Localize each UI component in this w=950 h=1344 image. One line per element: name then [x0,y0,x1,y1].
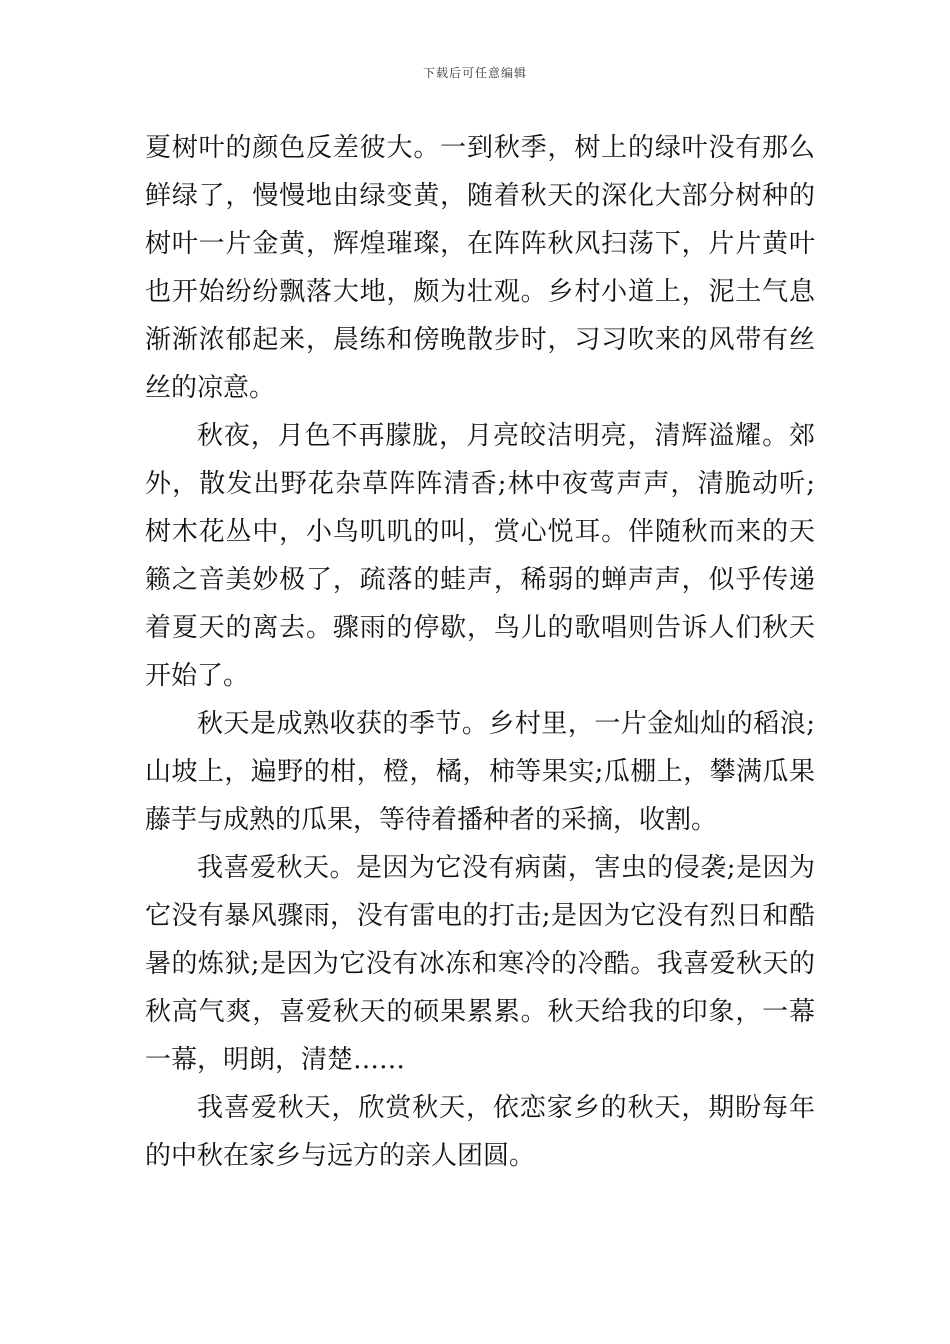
text-line: 夏树叶的颜色反差彼大。一到秋季，树上的绿叶没有那么 [145,133,815,163]
page-header: 下载后可任意编辑 [422,66,527,80]
text-line: 树叶一片金黄，辉煌璀璨，在阵阵秋风扫荡下，片片黄叶 [145,229,815,259]
text-line: 我喜爱秋天，欣赏秋天，依恋家乡的秋天，期盼每年 [197,1093,815,1123]
text-line: 籁之音美妙极了，疏落的蛙声，稀弱的蝉声声，似乎传递 [145,565,815,595]
text-line: 暑的炼狱;是因为它没有冰冻和寒冷的冷酷。我喜爱秋天的 [145,949,815,979]
text-line: 的中秋在家乡与远方的亲人团圆。 [145,1141,536,1171]
text-line: 我喜爱秋天。是因为它没有病菌，害虫的侵袭;是因为 [197,853,815,883]
text-line: 它没有暴风骤雨，没有雷电的打击;是因为它没有烈日和酷 [145,901,815,931]
text-line: 丝的凉意。 [145,373,276,403]
text-line: 开始了。 [145,661,250,691]
text-line: 外，散发出野花杂草阵阵清香;林中夜莺声声，清脆动听; [145,469,815,499]
paragraph [145,1084,815,1180]
text-line: 树木花丛中，小鸟叽叽的叫，赏心悦耳。伴随秋而来的天 [145,517,815,547]
paragraph [145,124,815,412]
text-line: 着夏天的离去。骤雨的停歇，鸟儿的歌唱则告诉人们秋天 [145,613,815,643]
paragraph [145,844,815,1084]
text-line: 秋高气爽，喜爱秋天的硕果累累。秋天给我的印象，一幕 [145,997,815,1027]
text-line: 秋天是成熟收获的季节。乡村里，一片金灿灿的稻浪; [197,709,815,739]
text-line: 一幕，明朗，清楚…… [145,1045,406,1075]
text-line: 鲜绿了，慢慢地由绿变黄，随着秋天的深化大部分树种的 [145,181,815,211]
text-line: 也开始纷纷飘落大地，颇为壮观。乡村小道上，泥土气息 [145,277,815,307]
text-line: 渐渐浓郁起来，晨练和傍晚散步时，习习吹来的风带有丝 [145,325,815,355]
text-line: 秋夜，月色不再朦胧，月亮皎洁明亮，清辉溢耀。郊 [197,421,815,451]
text-line: 山坡上，遍野的柑，橙，橘，柿等果实;瓜棚上，攀满瓜果 [145,757,815,787]
article-body [145,124,815,1180]
paragraph [145,700,815,844]
paragraph [145,412,815,700]
text-line: 藤芋与成熟的瓜果，等待着播种者的采摘，收割。 [145,805,718,835]
